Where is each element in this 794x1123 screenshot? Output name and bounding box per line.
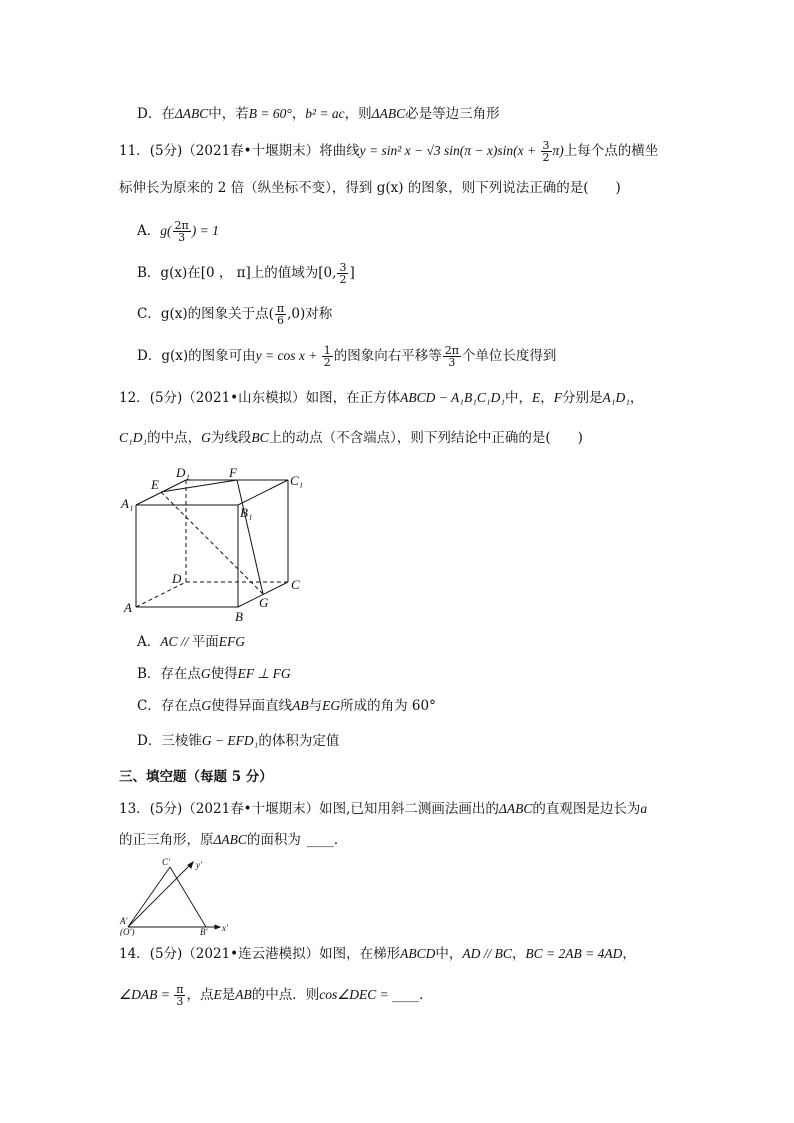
text: 是 bbox=[221, 987, 236, 1003]
math: BC bbox=[251, 430, 269, 445]
text: 中， bbox=[435, 946, 463, 962]
math: ABCD − A₁B₁C₁D₁ bbox=[400, 390, 506, 405]
question-meta: (5分)（2021春•十堰期末）如图,已知用斜二测画法画出的 bbox=[149, 801, 499, 817]
option-label: C． bbox=[137, 306, 161, 322]
numerator: π bbox=[176, 983, 184, 996]
math: ΔABC bbox=[371, 106, 406, 121]
numerator: 2π bbox=[174, 219, 189, 232]
text: 存在点 bbox=[160, 698, 202, 714]
math: g( bbox=[160, 223, 172, 238]
math: a bbox=[640, 801, 648, 816]
option-label: A． bbox=[137, 634, 161, 650]
fraction bbox=[173, 220, 191, 243]
math: BC = 2AB = 4AD bbox=[525, 946, 623, 961]
math: EG bbox=[322, 698, 341, 713]
math: E bbox=[532, 390, 541, 405]
math: EFG bbox=[218, 634, 246, 649]
q14-stem-line2 bbox=[119, 984, 433, 1007]
text: g(x)在[0 ， π]上的值域为[0, bbox=[160, 265, 337, 281]
q11-option-d bbox=[137, 345, 556, 368]
text: g(x)的图象关于点( bbox=[160, 306, 274, 322]
math: AD // BC bbox=[462, 946, 512, 961]
text: 为线段 bbox=[210, 430, 252, 446]
text: 的中点．则 bbox=[251, 987, 320, 1003]
math: ΔABC bbox=[174, 106, 209, 121]
cube-figure bbox=[118, 460, 318, 626]
denominator: 2 bbox=[339, 273, 347, 286]
numerator: π bbox=[276, 302, 285, 315]
label-c: C bbox=[291, 577, 300, 592]
denominator: 2 bbox=[542, 151, 550, 164]
text: 上的动点（不含端点），则下列结论中正确的是( ) bbox=[268, 430, 583, 446]
text: g(x)的图象可由 bbox=[161, 348, 256, 364]
answer-blank[interactable]: ____ bbox=[306, 832, 334, 848]
edge-c1-b1 bbox=[238, 480, 288, 505]
text: 使得异面直线 bbox=[211, 698, 293, 714]
numerator: 3 bbox=[542, 139, 550, 152]
numerator: 1 bbox=[323, 344, 331, 357]
text: 三棱锥 bbox=[161, 733, 202, 749]
text: 上每个点的横坐 bbox=[563, 143, 659, 159]
text: 的体积为定值 bbox=[258, 733, 340, 749]
oblique-triangle-figure bbox=[116, 856, 236, 936]
text: ． bbox=[419, 987, 433, 1003]
side-a-c bbox=[128, 867, 170, 927]
q12-option-d bbox=[137, 731, 339, 751]
text: ， bbox=[540, 390, 554, 406]
label-g: G bbox=[259, 595, 269, 610]
question-meta: (5分)（2021•山东模拟）如图，在正方体 bbox=[149, 390, 401, 406]
math: ABCD bbox=[400, 946, 436, 961]
q12-option-a bbox=[137, 632, 245, 652]
numerator: 3 bbox=[339, 261, 347, 274]
label-b: B bbox=[235, 609, 243, 624]
denominator: 6 bbox=[277, 314, 285, 327]
text: ，则 bbox=[344, 106, 372, 122]
q14-stem-line1 bbox=[119, 944, 636, 964]
q11-stem-line1 bbox=[119, 140, 658, 163]
text: 的直观图是边长为 bbox=[532, 801, 641, 817]
x-axis-arrow bbox=[215, 925, 220, 929]
text: ] bbox=[349, 265, 355, 281]
label-a: A bbox=[124, 600, 132, 615]
q13-stem-line2 bbox=[119, 830, 347, 850]
denominator: 3 bbox=[176, 995, 184, 1008]
math: A₁D₁ bbox=[602, 390, 630, 405]
question-meta: (5分)（2021春•十堰期末）将曲线 bbox=[149, 143, 360, 159]
label-o-prime: (O′) bbox=[120, 927, 135, 936]
denominator: 2 bbox=[323, 356, 331, 369]
answer-blank[interactable]: ____ bbox=[392, 987, 420, 1003]
text: ， bbox=[291, 106, 306, 122]
math: ) = 1 bbox=[191, 223, 219, 238]
label-b1: B₁ bbox=[240, 505, 253, 520]
label-c-prime: C′ bbox=[162, 857, 170, 867]
q11-option-c bbox=[137, 303, 332, 326]
fraction bbox=[174, 984, 185, 1007]
q12-option-b bbox=[137, 664, 291, 684]
text: 在 bbox=[161, 106, 175, 122]
denominator: 3 bbox=[448, 356, 456, 369]
q12-option-c bbox=[137, 696, 436, 716]
question-meta: (5分)（2021•连云港模拟）如图，在梯形 bbox=[149, 946, 401, 962]
side-c-b bbox=[170, 867, 206, 927]
segment-e-f bbox=[161, 480, 237, 492]
math: F bbox=[553, 390, 563, 405]
option-label: B． bbox=[137, 666, 161, 682]
text: 标伸长为原来的 2 倍（纵坐标不变），得到 g(x) 的图象，则下列说法正确的是( ) bbox=[119, 180, 621, 196]
math: E bbox=[213, 987, 222, 1002]
text: 中，若 bbox=[208, 106, 249, 122]
math: AB bbox=[235, 987, 252, 1002]
text: ， bbox=[511, 946, 526, 962]
option-label: A． bbox=[137, 223, 161, 239]
math: ΔABC bbox=[498, 801, 533, 816]
text: ,0)对称 bbox=[287, 306, 333, 322]
math: G bbox=[200, 666, 211, 681]
q12-stem-line2 bbox=[119, 428, 583, 448]
text: 的中点， bbox=[147, 430, 202, 446]
math: G bbox=[201, 698, 212, 713]
fraction bbox=[443, 345, 461, 368]
option-label: B． bbox=[137, 265, 161, 281]
option-label: D． bbox=[137, 348, 162, 364]
y-axis bbox=[128, 862, 193, 927]
label-f: F bbox=[229, 465, 237, 480]
label-b-prime: B′ bbox=[200, 927, 208, 936]
label-y-prime: y′ bbox=[196, 860, 202, 870]
question-number: 13． bbox=[119, 801, 150, 817]
q13-stem-line1 bbox=[119, 799, 647, 819]
text: ． bbox=[333, 832, 348, 848]
question-number: 12． bbox=[119, 390, 150, 406]
math: AC // bbox=[160, 634, 192, 649]
numerator: 2π bbox=[444, 344, 459, 357]
label-x-prime: x′ bbox=[222, 923, 228, 933]
text: 个单位长度得到 bbox=[461, 348, 557, 364]
question-number: 11． bbox=[119, 143, 150, 159]
text: ， bbox=[629, 390, 644, 406]
section-title: 三、填空题（每题 5 分） bbox=[119, 769, 273, 785]
math: ∠DAB = bbox=[119, 987, 174, 1002]
math: y = cos x + bbox=[255, 348, 321, 363]
option-label: C． bbox=[137, 698, 161, 714]
q10-option-d bbox=[137, 104, 500, 124]
text: 必是等边三角形 bbox=[405, 106, 500, 122]
text: 中， bbox=[505, 390, 533, 406]
math: B = 60° bbox=[248, 106, 292, 121]
label-d1: D₁ bbox=[176, 465, 190, 480]
segment-f-g bbox=[237, 480, 263, 594]
text: 与 bbox=[308, 698, 323, 714]
math: G − EFD₁ bbox=[201, 733, 259, 748]
math: π) bbox=[552, 143, 564, 158]
fraction bbox=[275, 303, 286, 326]
denominator: 3 bbox=[178, 231, 186, 244]
math: b² = ac bbox=[305, 106, 345, 121]
fraction bbox=[322, 345, 333, 368]
text: 的面积为 bbox=[246, 832, 301, 848]
fraction bbox=[337, 262, 348, 285]
text: 平面 bbox=[191, 634, 219, 650]
text: 分别是 bbox=[562, 390, 603, 406]
text: 的图象向右平移等 bbox=[333, 348, 442, 364]
q12-stem-line1 bbox=[119, 388, 643, 408]
q11-option-b bbox=[137, 262, 355, 285]
math: cos∠DEC = bbox=[319, 987, 393, 1002]
label-d: D bbox=[172, 571, 182, 586]
text: 存在点 bbox=[160, 666, 201, 682]
label-e: E bbox=[151, 477, 159, 492]
q11-stem-line2 bbox=[119, 178, 621, 198]
y-axis-arrow bbox=[188, 862, 193, 868]
fraction bbox=[541, 140, 552, 163]
math: AB bbox=[292, 698, 309, 713]
option-label: D． bbox=[137, 733, 162, 749]
option-label: D． bbox=[137, 106, 162, 122]
text: 的正三角形，原 bbox=[119, 832, 214, 848]
text: ，点 bbox=[186, 987, 214, 1003]
math: y = sin² x − √3 sin(π − x)sin(x + bbox=[359, 143, 540, 158]
math: EF ⊥ FG bbox=[237, 666, 291, 681]
question-number: 14． bbox=[119, 946, 150, 962]
label-a-prime: A′ bbox=[120, 916, 128, 926]
text: 使得 bbox=[210, 666, 238, 682]
text: ， bbox=[622, 946, 636, 962]
math: G bbox=[201, 430, 211, 445]
label-c1: C₁ bbox=[290, 473, 304, 488]
text: 所成的角为 60° bbox=[340, 698, 436, 714]
math: ΔABC bbox=[213, 832, 247, 847]
math: C₁D₁ bbox=[119, 430, 148, 445]
q11-option-a bbox=[137, 220, 219, 243]
label-a1: A₁ bbox=[121, 496, 134, 511]
